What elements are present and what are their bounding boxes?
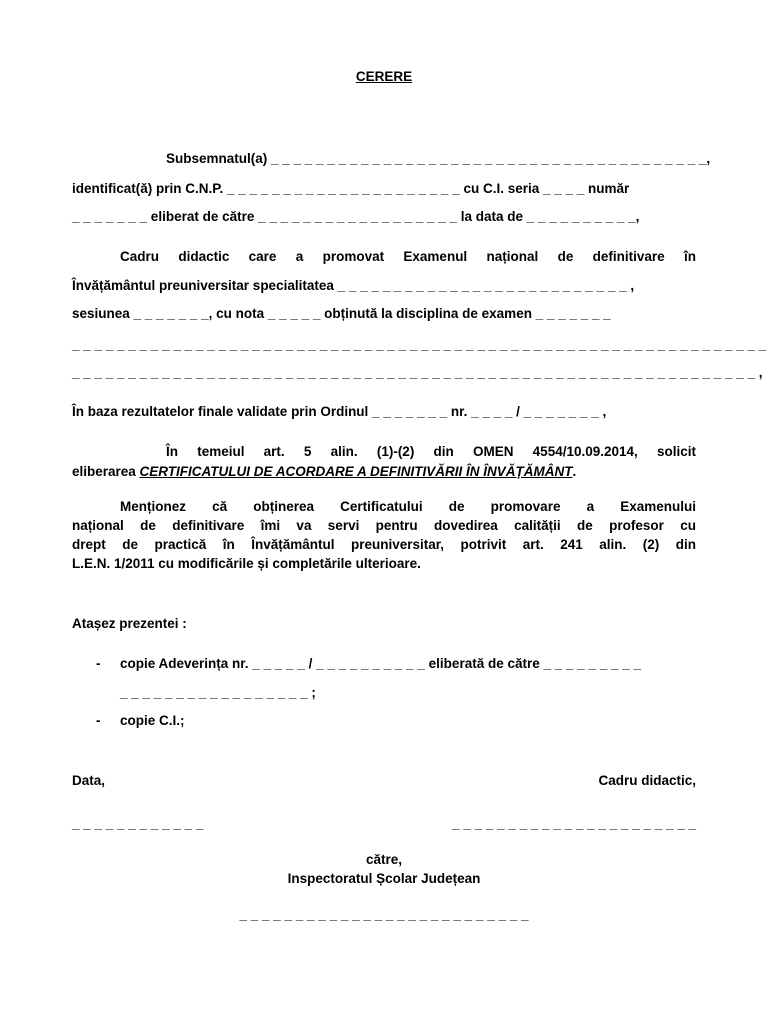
eliberarea-period: . <box>572 464 577 479</box>
certificate-title: CERTIFICATULUI DE ACORDARE A DEFINITIVĂRII ÎN ÎNVĂȚĂMÂNT <box>139 464 573 479</box>
cnp-line: identificat(ă) prin C.N.P. _ _ _ _ _ _ _ _ _ _ _ _ _ _ _ _ _ _ _ _ _ cu C.I. seria _ _ _ _ număr <box>72 181 630 196</box>
mentionez-line: Menționez că obținerea Certificatului de promovare a Examenului <box>120 499 696 514</box>
subsemnatul-line: Subsemnatul(a) _ _ _ _ _ _ _ _ _ _ _ _ _ _ _ _ _ _ _ _ _ _ _ _ _ _ _ _ _ _ _ _ _ _ _ _ _ _ _, <box>166 151 711 166</box>
sesiunea-line: sesiunea _ _ _ _ _ _ _, cu nota _ _ _ _ _ obținută la disciplina de examen _ _ _ _ _ _ _ <box>72 306 611 321</box>
catre-label: către, <box>365 852 403 867</box>
document-title: CERERE <box>355 69 413 84</box>
teacher-signature-line: _ _ _ _ _ _ _ _ _ _ _ _ _ _ _ _ _ _ _ _ _ _ <box>452 816 696 831</box>
adeverinta-continued: _ _ _ _ _ _ _ _ _ _ _ _ _ _ _ _ _ ; <box>120 685 316 700</box>
bullet-2: - <box>96 713 101 728</box>
blank-line-1: _ _ _ _ _ _ _ _ _ _ _ _ _ _ _ _ _ _ _ _ _ _ _ _ _ _ _ _ _ _ _ _ _ _ _ _ _ _ _ _ _ _ _ _ _ _ _ _ _ _ _ _ _ _ _ _ _ _ _ _ _ _ <box>72 337 767 352</box>
adeverinta-line: copie Adeverința nr. _ _ _ _ _ / _ _ _ _ _ _ _ _ _ _ eliberată de către _ _ _ _ _ _ _ _ _ <box>120 656 642 671</box>
atasez-label: Atașez prezentei : <box>72 616 187 631</box>
eliberarea-line <box>72 463 696 481</box>
ordin-line: În baza rezultatelor finale validate prin Ordinul _ _ _ _ _ _ _ nr. _ _ _ _ / _ _ _ _ _ _ _ , <box>72 404 607 419</box>
inspectorat-label: Inspectoratul Școlar Județean <box>287 871 481 886</box>
temei-line: În temeiul art. 5 alin. (1)-(2) din OMEN 4554/10.09.2014, solicit <box>166 444 696 459</box>
copie-ci-line: copie C.I.; <box>120 713 185 728</box>
drept-line: drept de practică în Învățământul preuniversitar, potrivit art. 241 alin. (2) din <box>72 537 696 552</box>
data-label: Data, <box>72 773 106 788</box>
blank-line-2: _ _ _ _ _ _ _ _ _ _ _ _ _ _ _ _ _ _ _ _ _ _ _ _ _ _ _ _ _ _ _ _ _ _ _ _ _ _ _ _ _ _ _ _ _ _ _ _ _ _ _ _ _ _ _ _ _ _ _ _ _ , <box>72 365 763 380</box>
inspectorat-signature-line: _ _ _ _ _ _ _ _ _ _ _ _ _ _ _ _ _ _ _ _ _ _ _ _ _ _ <box>239 907 529 922</box>
eliberat-line: _ _ _ _ _ _ _ eliberat de către _ _ _ _ _ _ _ _ _ _ _ _ _ _ _ _ _ _ la data de _ _ _ _ _ _ _ _ _ _, <box>72 209 640 224</box>
specialitate-line: Învățământul preuniversitar specialitatea _ _ _ _ _ _ _ _ _ _ _ _ _ _ _ _ _ _ _ _ _ _ _ _ _ _ , <box>72 278 635 293</box>
date-signature-line: _ _ _ _ _ _ _ _ _ _ _ _ <box>72 816 204 831</box>
cadru-didactic-label: Cadru didactic, <box>598 773 696 788</box>
cadru-didactic-line: Cadru didactic care a promovat Examenul național de definitivare în <box>120 249 696 264</box>
national-line: național de definitivare îmi va servi pentru dovedirea calității de profesor cu <box>72 518 696 533</box>
eliberarea-label: eliberarea <box>72 464 140 479</box>
bullet-1: - <box>96 656 101 671</box>
len-line: L.E.N. 1/2011 cu modificările și completările ulterioare. <box>72 556 421 571</box>
